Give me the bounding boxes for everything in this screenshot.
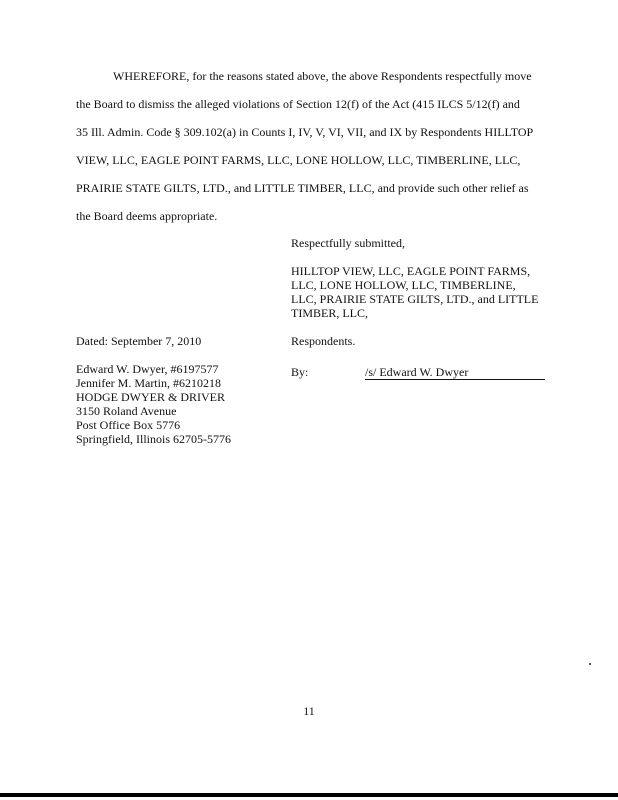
parties-line: LLC, PRAIRIE STATE GILTS, LTD., and LITTLE	[291, 292, 539, 306]
parties-line: TIMBER, LLC,	[291, 306, 368, 320]
counsel-line: Jennifer M. Martin, #6210218	[76, 376, 221, 390]
parties-line: HILLTOP VIEW, LLC, EAGLE POINT FARMS,	[291, 264, 531, 278]
bottom-border	[0, 793, 618, 797]
dated-line: Dated: September 7, 2010	[76, 334, 202, 348]
signature-line: /s/ Edward W. Dwyer	[365, 365, 545, 380]
counsel-line: Edward W. Dwyer, #6197577	[76, 362, 219, 376]
parties-line: LLC, LONE HOLLOW, LLC, TIMBERLINE,	[291, 278, 516, 292]
paragraph-line: PRAIRIE STATE GILTS, LTD., and LITTLE TIMBER, LLC, and provide such other relief as	[76, 181, 529, 195]
paragraph-line: VIEW, LLC, EAGLE POINT FARMS, LLC, LONE HOLLOW, LLC, TIMBERLINE, LLC,	[76, 153, 521, 167]
paragraph-line: 35 Ill. Admin. Code § 309.102(a) in Counts I, IV, V, VI, VII, and IX by Respondents HILLTOP	[76, 125, 534, 139]
paragraph-line: WHEREFORE, for the reasons stated above, the above Respondents respectfully move	[113, 69, 532, 83]
page-number: 11	[303, 704, 315, 718]
counsel-line: Post Office Box 5776	[76, 418, 181, 432]
counsel-line: HODGE DWYER & DRIVER	[76, 390, 225, 404]
scan-speck	[589, 663, 591, 665]
counsel-line: 3150 Roland Avenue	[76, 404, 177, 418]
counsel-line: Springfield, Illinois 62705-5776	[76, 432, 231, 446]
role-text: Respondents.	[291, 334, 356, 348]
closing-text: Respectfully submitted,	[291, 236, 405, 250]
paragraph-line: the Board to dismiss the alleged violations of Section 12(f) of the Act (415 ILCS 5/12(f) and	[76, 97, 520, 111]
by-label: By:	[291, 365, 309, 379]
paragraph-line: the Board deems appropriate.	[76, 209, 218, 223]
